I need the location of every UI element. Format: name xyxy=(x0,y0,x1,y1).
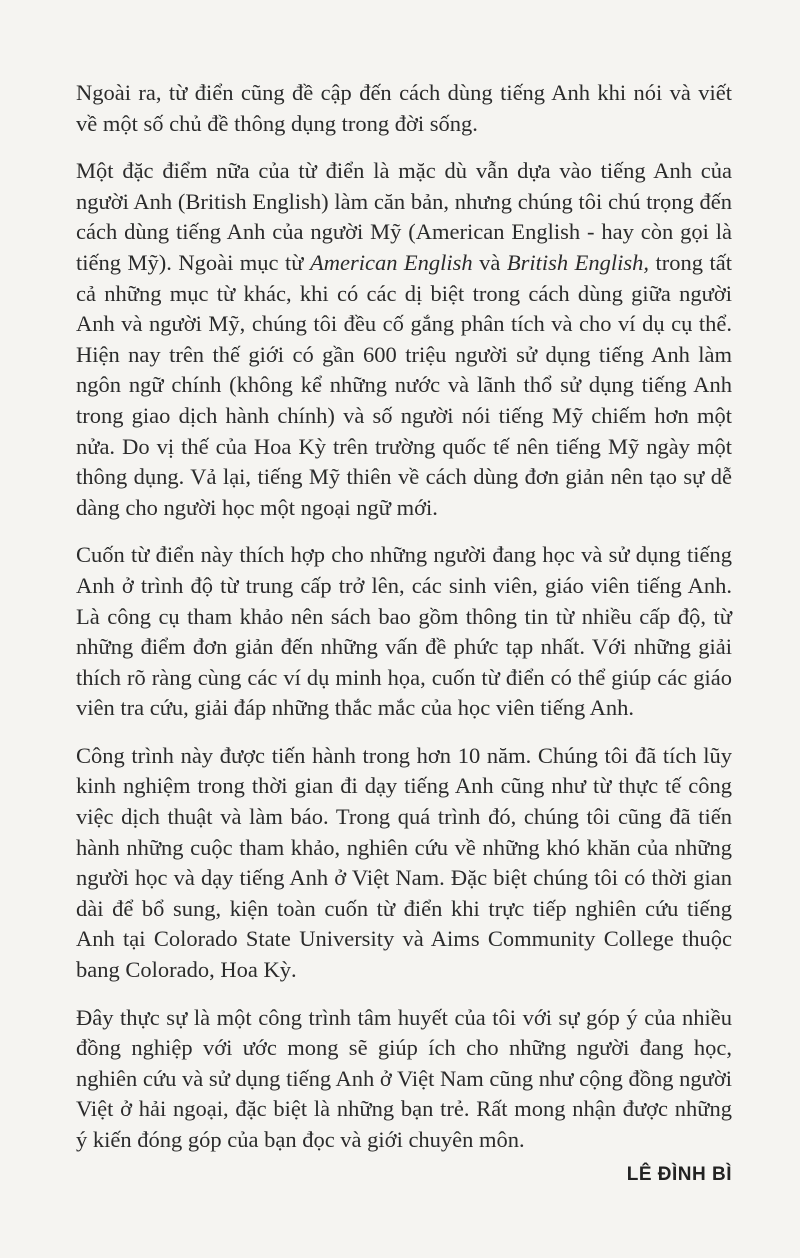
paragraph-1 xyxy=(76,78,732,139)
paragraph-text: Công trình này được tiến hành trong hơn 10 năm. Chúng tôi đã tích lũy kinh nghiệm trong thời gian đi dạy tiếng Anh cũng như từ thực tế công việc dịch thuật và làm báo. Trong quá trình đó, chúng tôi cũng đã tiến hành những cuộc tham khảo, nghiên cứu về những khó khăn của những người học và dạy tiếng Anh ở Việt Nam. Đặc biệt chúng tôi có thời gian dài để bổ sung, kiện toàn cuốn từ điển khi trực tiếp nghiên cứu tiếng Anh tại Colorado State University và Aims Community College thuộc bang Colorado, Hoa Kỳ. xyxy=(76,742,732,983)
paragraph-2 xyxy=(76,156,732,523)
paragraph-text: và xyxy=(472,249,507,275)
paragraph-5 xyxy=(76,1003,732,1156)
paragraph-text: Đây thực sự là một công trình tâm huyết của tôi với sự góp ý của nhiều đồng nghiệp với ước mong sẽ giúp ích cho những người đang học, nghiên cứu và sử dụng tiếng Anh ở Việt Nam cũng như cộng đồng người Việt ở hải ngoại, đặc biệt là những bạn trẻ. Rất mong nhận được những ý kiến đóng góp của bạn đọc và giới chuyên môn. xyxy=(76,1004,732,1152)
paragraph-text: Cuốn từ điển này thích hợp cho những người đang học và sử dụng tiếng Anh ở trình độ từ trung cấp trở lên, các sinh viên, giáo viên tiếng Anh. Là công cụ tham khảo nên sách bao gồm thông tin từ nhiều cấp độ, từ những điểm đơn giản đến những vấn đề phức tạp nhất. Với những giải thích rõ ràng cùng các ví dụ minh họa, cuốn từ điển có thể giúp các giáo viên tra cứu, giải đáp những thắc mắc của học viên tiếng Anh. xyxy=(76,542,732,721)
italic-term-british-english: British English, xyxy=(506,249,650,275)
paragraph-text: trong tất cả những mục từ khác, khi có các dị biệt trong cách dùng giữa người Anh và người Mỹ, chúng tôi đều cố gắng phân tích và cho ví dụ cụ thể. Hiện nay trên thế giới có gần 600 triệu người sử dụng tiếng Anh làm ngôn ngữ chính (không kể những nước và lãnh thổ sử dụng tiếng Anh trong giao dịch hành chính) và số người nói tiếng Mỹ chiếm hơn một nửa. Do vị thế của Hoa Kỳ trên trường quốc tế nên tiếng Mỹ ngày một thông dụng. Vả lại, tiếng Mỹ thiên về cách dùng đơn giản nên tạo sự dễ dàng cho người học một ngoại ngữ mới. xyxy=(76,249,732,520)
italic-term-american-english: American English xyxy=(309,249,473,275)
paragraph-text: Ngoài ra, từ điển cũng đề cập đến cách dùng tiếng Anh khi nói và viết về một số chủ đề thông dụng trong đời sống. xyxy=(76,80,732,136)
page-body xyxy=(76,78,732,1173)
paragraph-3 xyxy=(76,540,732,724)
paragraph-text: Một đặc điểm nữa của từ điển là mặc dù vẫn dựa vào tiếng Anh của người Anh (British English) làm căn bản, nhưng chúng tôi chú trọng đến cách dùng tiếng Anh của người Mỹ (American English - hay còn gọi là tiếng Mỹ). Ngoài mục từ xyxy=(76,158,732,275)
author-signature: LÊ ĐÌNH BÌ xyxy=(626,1164,732,1185)
paragraph-4 xyxy=(76,741,732,986)
